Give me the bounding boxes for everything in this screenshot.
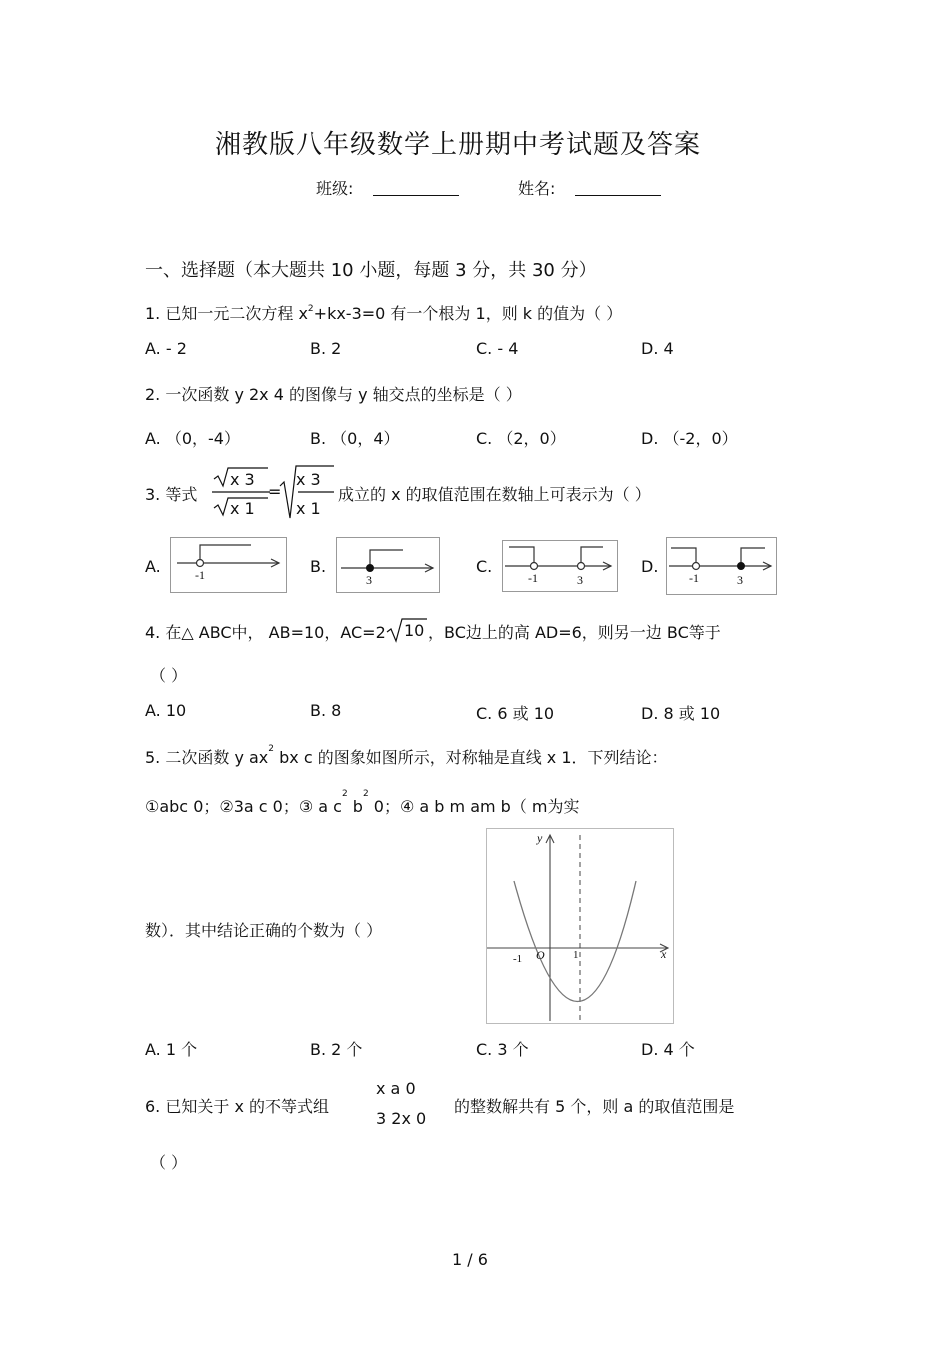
q2-option-d[interactable]: D. （-2，0）	[641, 429, 738, 448]
q5-stem-a: 5. 二次函数 y ax	[145, 748, 269, 767]
q3-option-d-label[interactable]: D.	[641, 557, 659, 576]
q3-prefix: 3. 等式	[145, 485, 198, 504]
page-title: 湘教版八年级数学上册期中考试题及答案	[214, 130, 701, 160]
q4-stem-a: 4. 在△ ABC中， AB=10，AC=2	[145, 623, 386, 642]
numberline-d-tick-2: 3	[737, 573, 743, 587]
page-number: 1 / 6	[452, 1250, 488, 1269]
q3-numberline-a[interactable]	[170, 537, 287, 593]
class-label: 班级:	[316, 179, 354, 198]
q5-option-c[interactable]: C. 3 个	[476, 1040, 529, 1059]
numberline-c-svg	[503, 541, 617, 591]
q2-option-c[interactable]: C. （2，0）	[476, 429, 566, 448]
q1-stem-a: 1. 已知一元二次方程 x	[145, 304, 308, 323]
graph-y-label: y	[537, 831, 543, 845]
q3-suffix: 成立的 x 的取值范围在数轴上可表示为（ ）	[338, 485, 651, 504]
q5-graph	[486, 828, 674, 1024]
q5-stem-b: bx c 的图象如图所示，对称轴是直线 x 1．下列结论：	[274, 748, 668, 767]
q4-option-c[interactable]: C. 6 或 10	[476, 704, 555, 723]
q3-den-left: x 1	[230, 499, 255, 518]
q3-numberline-d[interactable]	[666, 537, 777, 595]
numberline-d-svg	[667, 538, 776, 594]
q4-option-b[interactable]: B. 8	[310, 701, 342, 720]
name-label: 姓名:	[518, 179, 556, 198]
q5-line2-a: ①abc 0；②3a c 0；③ a c	[145, 797, 342, 816]
q5-option-d[interactable]: D. 4 个	[641, 1040, 695, 1059]
q5-line2-b: b	[347, 797, 363, 816]
q5-sup2a: 2	[341, 788, 348, 799]
q2-option-a[interactable]: A. （0，-4）	[145, 429, 240, 448]
q3-num-right: x 3	[296, 470, 321, 489]
q1-option-c[interactable]: C. - 4	[476, 339, 519, 358]
q5-option-a[interactable]: A. 1 个	[145, 1040, 198, 1059]
q1-sup: 2	[307, 303, 314, 314]
q3-option-c-label[interactable]: C.	[476, 557, 493, 576]
graph-origin-label: O	[536, 948, 545, 962]
q5-sup: 2	[268, 743, 275, 754]
q2-option-b[interactable]: B. （0，4）	[310, 429, 400, 448]
q4-radicand: 10	[404, 621, 425, 640]
q3-num-left: x 3	[230, 470, 255, 489]
name-field[interactable]	[575, 195, 661, 196]
numberline-d-tick-1: -1	[689, 571, 699, 585]
q5-sup2b: 2	[362, 788, 369, 799]
q6-stem-a: 6. 已知关于 x 的不等式组	[145, 1097, 329, 1116]
q4-answer-paren: （ ）	[150, 666, 188, 685]
q1-option-d[interactable]: D. 4	[641, 339, 674, 358]
numberline-b-tick: 3	[366, 573, 372, 587]
q6-answer-paren: （ ）	[150, 1153, 188, 1172]
q6-system-bottom: 3 2x 0	[376, 1109, 427, 1128]
class-field[interactable]	[373, 195, 459, 196]
q4-option-a[interactable]: A. 10	[145, 701, 187, 720]
q2-stem: 2. 一次函数 y 2x 4 的图像与 y 轴交点的坐标是（ ）	[145, 385, 522, 404]
numberline-a-tick: -1	[195, 568, 205, 582]
q3-option-b-label[interactable]: B.	[310, 557, 327, 576]
q4-option-d[interactable]: D. 8 或 10	[641, 704, 721, 723]
graph-tick-1: 1	[573, 949, 579, 961]
graph-x-label: x	[661, 947, 667, 961]
q1-stem-b: +kx-3=0 有一个根为 1，则 k 的值为（ ）	[313, 304, 623, 323]
numberline-c-tick-2: 3	[577, 573, 583, 587]
q5-option-b[interactable]: B. 2 个	[310, 1040, 363, 1059]
section-heading: 一、选择题（本大题共 10 小题，每题 3 分，共 30 分）	[145, 260, 597, 281]
graph-tick-neg1: -1	[513, 953, 523, 965]
q3-den-right: x 1	[296, 499, 321, 518]
q5-line2-c: 0；④ a b m am b（ m为实	[368, 797, 580, 816]
q3-option-a-label[interactable]: A.	[145, 557, 161, 576]
q5-line3: 数）．其中结论正确的个数为（ ）	[145, 921, 383, 940]
q4-stem-b: ，BC边上的高 AD=6，则另一边 BC等于	[428, 623, 721, 642]
q6-stem-b: 的整数解共有 5 个，则 a 的取值范围是	[454, 1097, 735, 1116]
numberline-b-svg	[337, 538, 439, 592]
q1-option-b[interactable]: B. 2	[310, 339, 342, 358]
numberline-a-svg	[171, 538, 286, 592]
q1-option-a[interactable]: A. - 2	[145, 339, 187, 358]
parabola-graph-svg	[487, 829, 673, 1023]
numberline-c-tick-1: -1	[528, 571, 538, 585]
q6-system-top: x a 0	[376, 1079, 416, 1098]
q3-equals: =	[268, 482, 282, 501]
q3-numberline-c[interactable]	[502, 540, 618, 592]
q3-numberline-b[interactable]	[336, 537, 440, 593]
